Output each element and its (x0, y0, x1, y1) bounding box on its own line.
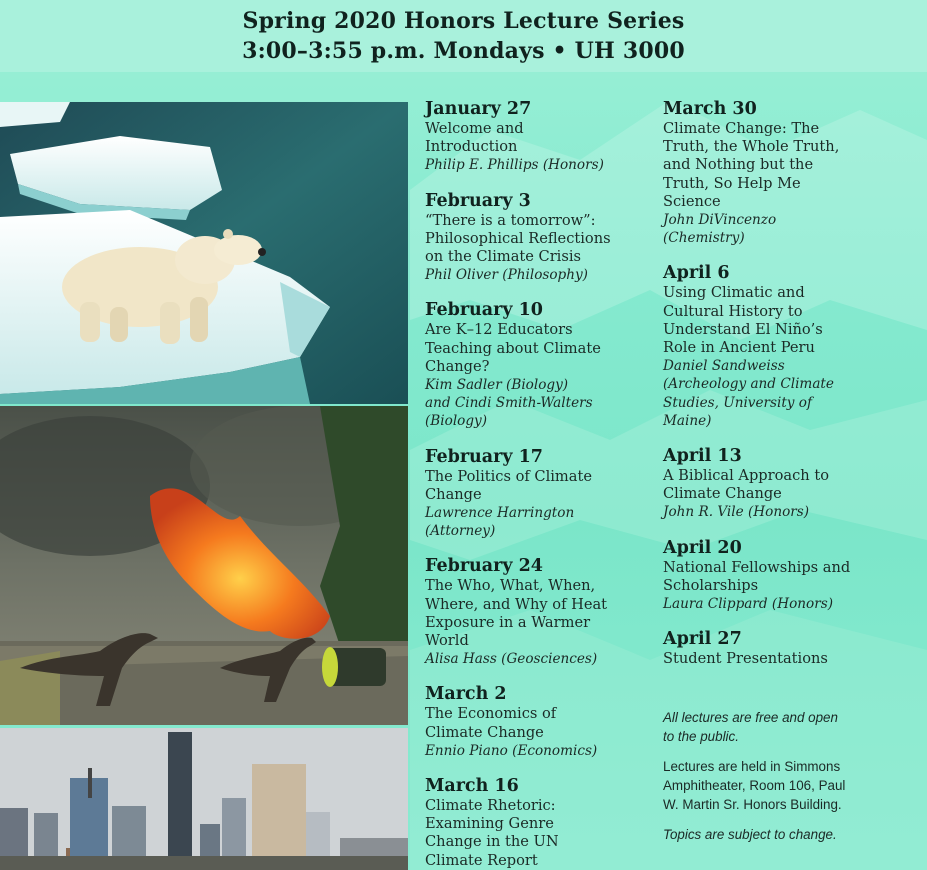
kangaroos-wildfire-photo (0, 406, 408, 725)
lecture-title: Teaching about Climate (425, 339, 601, 357)
lecture-date: April 20 (663, 537, 742, 558)
lecture-column-left (425, 98, 650, 870)
lecture-date: January 27 (425, 99, 532, 119)
lecture-date: April 27 (663, 629, 742, 650)
lecture-speaker: Phil Oliver (Philosophy) (425, 267, 588, 284)
lecture-entry (663, 628, 925, 668)
lecture-title: Climate Report (425, 851, 538, 869)
lecture-title: Exposure in a Warmer (425, 613, 591, 631)
series-schedule: 3:00–3:55 p.m. Mondays • UH 3000 (242, 38, 685, 64)
lecture-date: March 2 (425, 684, 507, 705)
lecture-entry (425, 98, 650, 175)
lecture-title: The Politics of Climate (425, 467, 592, 485)
lecture-entry (425, 683, 650, 760)
polar-bear-on-ice-photo (0, 102, 408, 404)
lecture-column-right (663, 98, 925, 683)
lecture-title: Climate Rhetoric: (425, 797, 556, 815)
lecture-title: Philosophical Reflections (425, 229, 611, 247)
lecture-speaker: Alisa Hass (Geosciences) (425, 651, 598, 668)
lecture-date: March 30 (663, 99, 757, 119)
lecture-title: Welcome and (425, 120, 524, 137)
lecture-notes (663, 708, 883, 855)
lecture-title: The Who, What, When, (425, 577, 596, 595)
lecture-title: Change (425, 485, 482, 503)
note-line: Topics are subject to change. (663, 827, 837, 842)
note-line: Lectures are held in Simmons (663, 759, 841, 774)
lecture-speaker: (Biology) (425, 413, 488, 430)
lecture-date: February 17 (425, 446, 543, 467)
lecture-speaker: John DiVincenzo (663, 212, 777, 229)
lecture-title: Climate Change (663, 485, 782, 503)
lecture-entry (425, 446, 650, 541)
lecture-date: February 24 (425, 556, 543, 577)
free-admission-note (663, 708, 883, 746)
lecture-speaker: (Chemistry) (663, 230, 745, 247)
lecture-speaker: Philip E. Phillips (Honors) (425, 157, 604, 174)
lecture-speaker: Ennio Piano (Economics) (425, 742, 598, 759)
lecture-date: April 13 (663, 446, 742, 467)
lecture-title: A Biblical Approach to (663, 467, 829, 485)
lecture-speaker: (Attorney) (425, 523, 496, 540)
lecture-speaker: Laura Clippard (Honors) (663, 596, 833, 613)
series-title: Spring 2020 Honors Lecture Series (242, 8, 685, 34)
lecture-entry (663, 98, 925, 247)
note-line: W. Martin Sr. Honors Building. (663, 797, 842, 812)
lecture-title: The Economics of (425, 705, 557, 723)
location-note (663, 757, 883, 814)
lecture-date: March 16 (425, 776, 519, 797)
topics-change-note (663, 825, 883, 844)
lecture-entry (425, 555, 650, 668)
note-line: All lectures are free and open (663, 710, 838, 725)
lecture-date: February 10 (425, 300, 543, 321)
lecture-speaker: Maine) (663, 412, 712, 429)
lecture-entry (663, 537, 925, 614)
lecture-title: Understand El Niño’s (663, 320, 823, 338)
lecture-title: Cultural History to (663, 302, 803, 320)
lecture-speaker: and Cindi Smith-Walters (425, 395, 593, 412)
lecture-title: Truth, So Help Me (663, 174, 801, 192)
note-line: Amphitheater, Room 106, Paul (663, 778, 846, 793)
lecture-speaker: John R. Vile (Honors) (663, 504, 810, 521)
lecture-speaker: Daniel Sandweiss (663, 358, 785, 375)
lecture-entry (425, 775, 650, 870)
lecture-speaker: Studies, University of (663, 394, 813, 411)
lecture-title: Are K–12 Educators (425, 321, 573, 339)
lecture-title: Truth, the Whole Truth, (663, 138, 840, 156)
lecture-title: Scholarships (663, 576, 759, 594)
lecture-title: National Fellowships and (663, 558, 851, 576)
lecture-entry (663, 262, 925, 430)
lecture-title: Change? (425, 357, 490, 375)
lecture-date: April 6 (663, 263, 730, 284)
lecture-entry (425, 299, 650, 430)
lecture-title: on the Climate Crisis (425, 248, 581, 266)
lecture-title: Role in Ancient Peru (663, 339, 815, 357)
lecture-entry (425, 190, 650, 285)
city-skyline-photo (0, 728, 408, 870)
lecture-title: Science (663, 192, 721, 210)
lecture-title: Introduction (425, 138, 518, 156)
lecture-title: Examining Genre (425, 815, 554, 833)
lecture-title: Climate Change (425, 723, 544, 741)
lecture-title: Using Climatic and (663, 284, 805, 302)
lecture-title: Climate Change: The (663, 120, 820, 137)
note-line: to the public. (663, 729, 739, 744)
lecture-title: Where, and Why of Heat (425, 595, 608, 613)
lecture-date: February 3 (425, 190, 531, 211)
lecture-speaker: Kim Sadler (Biology) (425, 377, 569, 394)
lecture-title: World (425, 632, 469, 650)
lecture-entry (663, 445, 925, 522)
lecture-title: “There is a tomorrow”: (425, 211, 596, 229)
lecture-title: Student Presentations (663, 650, 828, 668)
lecture-speaker: (Archeology and Climate (663, 376, 834, 393)
page-header (0, 0, 927, 72)
lecture-speaker: Lawrence Harrington (425, 505, 575, 522)
lecture-title: Change in the UN (425, 833, 559, 851)
lecture-title: and Nothing but the (663, 156, 814, 174)
